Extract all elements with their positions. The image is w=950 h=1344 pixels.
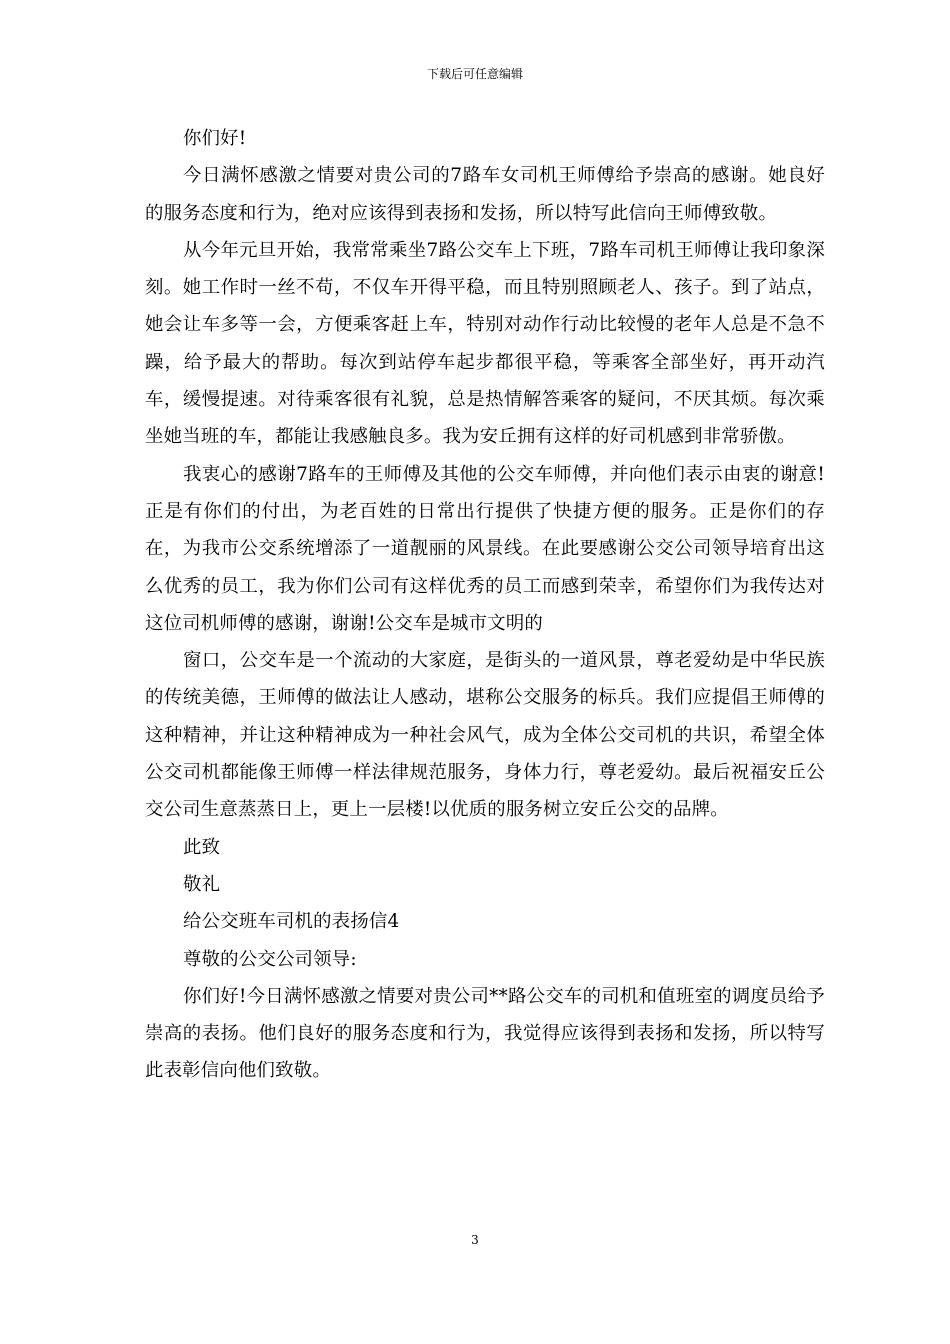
closing-salutation: 此致 [183, 836, 221, 858]
page-header: 下载后可任意编辑 [426, 67, 523, 81]
greeting: 你们好! [183, 128, 247, 149]
paragraph-2: 从今年元旦开始，我常常乘坐7路公交车上下班，7路车司机王师傅让我印象深刻。她工作时一丝不苟，不仅车开得平稳，而且特别照顾老人、孩子。到了站点，她会让车多等一会，方便乘客赶上车，特别对动作行动比较慢的老年人总是不急不躁，给予最大的帮助。每次到站停车起步都很平稳，等乘客全部坐好，再开动汽车，缓慢提速。对待乘客很有礼貌，总是热情解答乘客的疑问，不厌其烦。每次乘坐她当班的车，都能让我感触良多。我为安丘拥有这样的好司机感到非常骄傲。 [145, 239, 825, 448]
document-body [145, 120, 825, 1090]
paragraph-5: 你们好!今日满怀感激之情要对贵公司**路公交车的司机和值班室的调度员给予崇高的表扬。他们良好的服务态度和行为，我觉得应该得到表扬和发扬，所以特写此表彰信向他们致敬。 [145, 985, 825, 1082]
letter-addressee: 尊敬的公交公司领导: [183, 948, 357, 970]
section-title: 给公交班车司机的表扬信4 [183, 911, 400, 933]
paragraph-1: 今日满怀感激之情要对贵公司的7路车女司机王师傅给予崇高的感谢。她良好的服务态度和行为，绝对应该得到表扬和发扬，所以特写此信向王师傅致敬。 [145, 165, 825, 224]
page-number: 3 [471, 1233, 479, 1247]
closing-regards: 敬礼 [183, 873, 221, 895]
paragraph-4: 窗口，公交车是一个流动的大家庭，是街头的一道风景，尊老爱幼是中华民族的传统美德，王师傅的做法让人感动，堪称公交服务的标兵。我们应提倡王师傅的这种精神，并让这种精神成为一种社会风气，成为全体公交司机的共识，希望全体公交司机都能像王师傅一样法律规范服务，身体力行，尊老爱幼。最后祝福安丘公交公司生意蒸蒸日上，更上一层楼!以优质的服务树立安丘公交的品牌。 [145, 650, 825, 821]
paragraph-3: 我衷心的感谢7路车的王师傅及其他的公交车师傅，并向他们表示由衷的谢意!正是有你们的付出，为老百姓的日常出行提供了快捷方便的服务。正是你们的存在，为我市公交系统增添了一道靓丽的风景线。在此要感谢公交公司领导培育出这么优秀的员工，我为你们公司有这样优秀的员工而感到荣幸，希望你们为我传达对这位司机师傅的感谢，谢谢!公交车是城市文明的 [145, 463, 825, 634]
